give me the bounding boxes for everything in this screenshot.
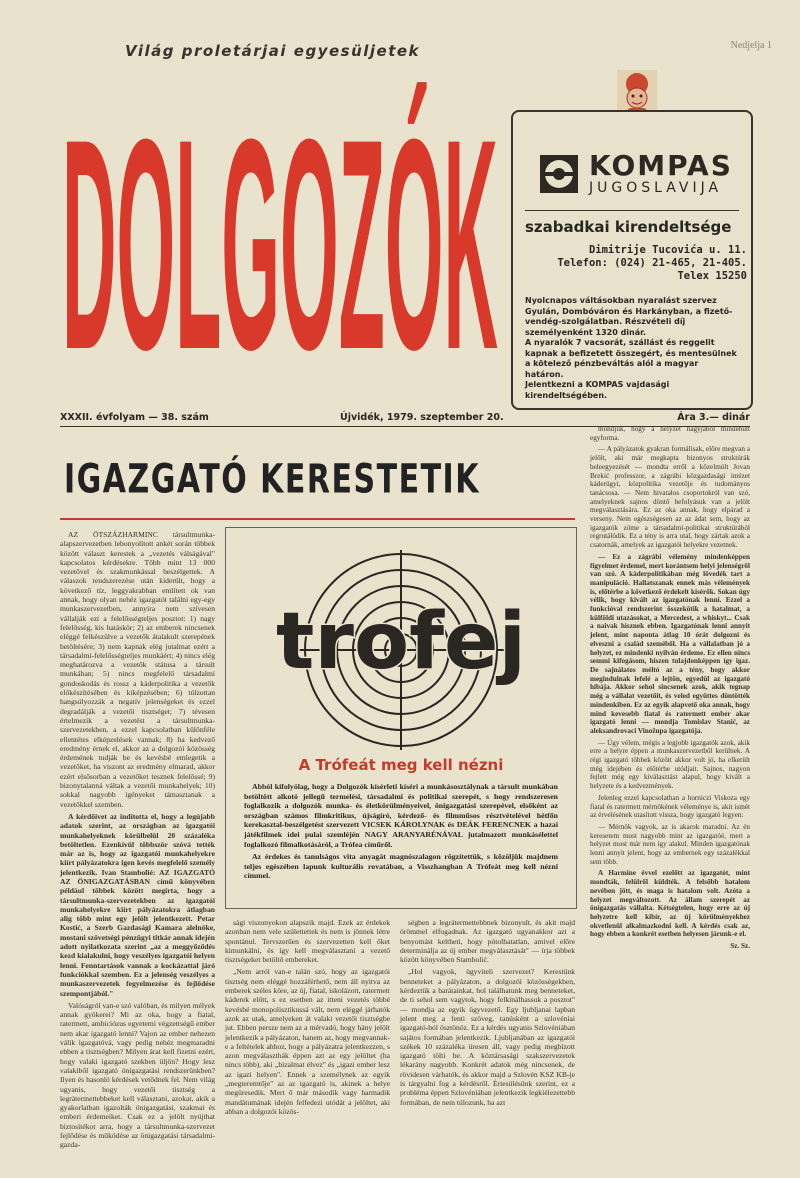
article-column-4 (590, 425, 750, 951)
article-paragraph: mondjuk, hogy a helyzet nagyjából mindenütt egyforma. (590, 425, 750, 442)
trofej-announcement (225, 527, 577, 909)
article-paragraph: Valóságról van-e szó valóban, és milyen mélyek annak gyökerei? Mi az oka, hogy a fiatal, ratermett, ambiciózus egyetemi végzettségű ember nem akar igazgató lenni? Vajon az ember nehezen válik igazgatóvá, vagy pedig nehéz megmaradni ebben a tisztségben? Milyen árat kell fizetni ezért, hogy valaki igazgató szekben üljön? Hogy lesz valakiből igazgató önigazgatási rendszerünkben? Ilyen és hasonló kérdések vetődnek fel. Nem világ ugyanis, hogy vezetői tisztség a legrátermettebbeket kell választani, azokat, akik a gyakorlatban igazolták önigazgatási, szakmai és emberi érdemeiket. Csak ez a jelölt nyújthat biztosítékot arra, hogy a társultmunka-szervezet fejlődése és működése az önigazgatási társadalmi-gazda- (60, 1000, 215, 1150)
page-number: Nedjelja 1 (730, 40, 772, 51)
masthead-title: DOLGOZÓK (62, 77, 499, 413)
kompas-brand (539, 149, 733, 196)
article-paragraph: „Hol vagyok, ügyviteli szervezet? Kerestünk benneteket a pályázaton, a dolgozói közösségekben, kérdeztük a barátainkat, hol találhatunk meg benneteket, de ti sehol sem vagytok, hogy felkínálhassuk a posztot" — mondja az egyik ügyvezető. Egy ljubljanai lapban jelent meg a fenti szöveg, tanúsként a szlovéniai igazgató-ból ösztönöz. Ez a kérdés ugyanis Szlovéniában sajátos formában jelentkezik. Ljubljanában az igazgatói székek 10 százaléka üresen áll, vagy pedig megbízott igazgató tölti be. A köztársasági szakszervezetek lékarány nagyobb. Konkrét adatok még nincsenek, de rövidesen várhatók, és akkor majd a Szlovén KSZ KB-je is tárgyalni fog a kérdésről. Értesülésünk szerint, ez a probléma éppen Szlovéniában jelentkezik legkiélezettebb formában, de nem túlozunk, ha azt (400, 967, 575, 1107)
issue-price: Ára 3.— dinár (677, 412, 750, 423)
article-paragraph: A kérdőívet az indította el, hogy a legújabb adatok szerint, az országban az igazgatói munkahelyeknek körülbelül 20 százaléka betöltetlen. Ezenkívül többször szóvá tették már az is, hogy az igazgatói munkahelyekre kiírt pályázatokra igen kevés megfelelő személy jelentkezik. Ivan Stambolié: AZ IGAZGATÓ AZ ÖNIGAZGATÁSBAN című könyvében például többek között megírta, hogy a társultmunka-szervezetekben az igazgatói munkahelyekre kiírt pályázatokra átlagban alig több mint egy jelölt jelentkezett. Petar Kostić, a Szerb Gazdasági Kamara alelnöke, mostani szövetségi pénzügyi titkár annak idején adott nyilatkozata szerint „az a meggyőződés kezd kialakulni, hogy veszélyes igazgatói helyen lenni. Fenntartások vannak a kockázattal járó funkciókkal szemben. Ez a jelenség veszélyes a munkaszervezetek fegyelmezése és fejlődése szempontjából." (60, 811, 215, 998)
trofej-paragraph: Abból kifolyólag, hogy a Dolgozók kísérleti kíséri a munkásosztálynak a társult munkában betöltött alkotó jellegű termelési, társadalmi és politikai szerepét, s hogy rendszeresen foglalkozik a dolgozók munka- és életkörülményeivel, önigazgatási szerepével, elsőként az országban számos filmkritikus, újságíró, kérdező- és filmműsos résztvételével hétfőn kerekasztal-beszélgetést szervezett VICSEK KÁROLYNAK és DEÁK FERENCNEK a hazai játékfilmek ídei pulai szemléjén NAGY ARANYARÉNÁVAL jutalmazott munkásélettel foglalkozó filmalkotásáról, a Trófea címűről. (244, 782, 558, 849)
article-paragraph: — Mérnök vagyok, az is akarok maradni. Az én keresetem most nagyobb mint az igazgatóé, mert a helyzet most már nem így alakul. Minden igazgatónak lenni annyit jelent, hogy az embernek egy százalékkal sem több. (590, 822, 750, 866)
masthead-logo (60, 52, 500, 432)
kompas-office: szabadkai kirendeltsége (525, 218, 732, 236)
kompas-telex: Telex 15250 (677, 270, 747, 282)
article-paragraph: — Ez a zágrábi vélemény mindenképpen figyelmet érdemel, mert korántsem helyi jelenségről van szó. A káderpolitikában még lövedék tart a manipuláció. Hallatszanak ennek más vélemények is, előtérbe a következő érdekelt kísérők. Sokan úgy vélik, hogy kivált az igazgatónak lenni. Ezzel a funkcióval rendszerint összekötik a hatalmat, a külföldi utazásokat, a Mercedest, a whiskyt... Csak a naivak hisznek ebben. Igazgatónak lenni annyit jelent, mint naponta átlag 10 órát dolgozni és elveszni a család szeméből. Ha a vállalatban jó a helyzet, ez mindenki nyilván érdeme. Ez ellen nincs semmi kifogásom, hiszen tulajdonképpen így igaz. De sajnálatos méltó az a tény, hogy akkor megindulnak lefelé a lejtőn, egyedül az igazgató hibája. Akkor sehol sincsenek azok, akik tegnap még a vállalat vezetőit, és veled együttes döntötték mindenkiben. Ez az egyik alapvető oka annak, hogy mind kevesebb fiatal és ratermett ember akar igazgató lenni — mondja Tomislav Stanić, az aleksandrovaci Vinožupa igazgatója. (590, 552, 750, 735)
kompas-divider (525, 210, 739, 211)
kompas-brand-sub: JUGOSLAVIJA (589, 180, 723, 196)
kompas-contact-text: Jelentkezni a KOMPAS vajdasági kirendeltségében. (525, 380, 670, 400)
kompas-offer-text: Nyolcnapos váltásokban nyaralást szervez Gyulán, Dombóváron és Harkányban, a fizető-vendég-szolgálatban. Részvételi díj személyenként 1320 dinár. (525, 296, 733, 337)
kompas-advertisement (511, 110, 753, 410)
article-paragraph: Jelenleg ezzel kapcsolatban a horniczi Viskoza egy fiatal és ratermett mérnökének véleménye is, akit ismét az érvelésének utasított vissza, hogy igazgató legyen: (590, 793, 750, 820)
issue-date: Újvidék, 1979. szeptember 20. (340, 412, 504, 423)
article-author: Sz. Sz. (730, 942, 750, 951)
article-paragraph: sági viszonyokon alapszik majd. Ezek az érdekek azonban nem vele születtettek és nem is jönnek létre spontánul. Tervszerűen és szervezetten kell őket kimunkálni, és így kell megválasztani a vezető tisztségeket betöltő embereket. (225, 918, 390, 965)
trofej-paragraph: Az érdekes és tanulságos vita anyagát magnószalagon rögzítettük, s közöljük majdnem teljes egészében lapunk kulturális rovatában, a Visszhangban A Trófeát meg kell nézni címmel. (244, 852, 558, 881)
trofej-target-graphic (266, 550, 536, 750)
article-column-1 (60, 530, 215, 1153)
kompas-address: Dimitrije Tucovića u. 11. (588, 244, 747, 256)
issue-number: XXXII. évfolyam — 38. szám (60, 412, 209, 423)
article-column-2 (225, 918, 390, 1119)
article-paragraph: — A pályázatok gyakran formálisak, előre megvan a jelölt, aki már megkapta bizonyos struktúrák beleegyezését — mondta erről a közelmúlt Jovan Brekić professzor, a zágrábi közgazdasági intézet káderügyi, közpolitika vezetője és tudományos tanácsosa. — Nem hivatalos csoportokról van szó, amelyeknek sajnos döntő befolyásuk van a jelölt megválasztására. Ez az oka annak, hogy elpárad a verseny. Nem egészségesen az az ádat sem, hogy az igazgatók zöme a társadalmi-politikai struktúrából regrutálódik. Ez a tény is arra utal, hogy zártak azok a csatornák, amelyek az igazgatói helyekre vezetnek. (590, 445, 750, 550)
trofej-caption: A Trófeát meg kell nézni (298, 756, 504, 774)
kompas-address-block (527, 244, 747, 283)
trofej-text (244, 782, 558, 884)
article-paragraph: — Úgy vélem, mégis a legjobb igazgatók azok, akik erre a helyre éppen a munkaszervezetből kerülnek. A régi igazgató többek között akkor volt jó, ha elkerült még idejében és előtérbe utódjait. Sajnos, nagyon fejlett még egy kiválasztást alapul, hogy kivált a helyzete és a kedvezmények. (590, 738, 750, 791)
article-headline: IGAZGATÓ KERESTETIK (64, 456, 480, 504)
kompas-logo-icon (539, 154, 579, 194)
article-conclusion: A Harmine évvel ezelőtt az igazgatót, mint mondták, felülről küldték. A felsőbb hatalom nevében jött, és maga is hatalom volt. Azóta a helyzet megváltozott. Az állam szerepét az önigazgatás vállalta. Kétségtelen, hogy erre az új helyzetre kell kibír, az új körülményekhez okvetlenül alkalmazkodni kell. A kérdés csak az, hogy ebben a konkrét esetben helyesen járunk-e el. (590, 869, 750, 939)
kompas-terms-text: A nyaralók 7 vacsorát, szállást és reggelit kapnak a befizetett összegért, és mentesülnek a kötelező pénzbeváltás alól a magyar határon. (525, 338, 737, 379)
article-paragraph: „Nem arról van-e talán szó, hogy az igazgatói tisztség nem eléggé hozzáférhető, nem áll nyitva az emberek széles köre, az új, fiatal, iskolázott, ratermett káderek előtt, s ez esetben az itteni vezetés többé kevésbé monopolisztikussá vált, nem eléggé járhatók azok az utak, amelyeken át valaki vezetői tisztségbe jut. Ebben persze nem az a mérvadó, hogy hány jelölt jelentkezik a pályázaton, hanem az, hogy megvannak-e a feltételek ahhoz, hogy a pályázatra jelentkezzen, s azon megválaszthák éppen azt az egy jelöltet (ha nincs több), aki „bizalmat élvez" és „igazi ember lesz az igazi helyen". Ennek a személynek az egyik „megteremtője" az az igazgató is, akinek a helye megüresedik. Mert ő már második vagy harmadik mandátumának idején felfedezi utódát a jelöltet, aki abban a dolgozói közös- (225, 967, 390, 1116)
masthead-motto: Világ proletárjai egyesüljetek (125, 42, 421, 60)
trofej-logo: trofej (276, 597, 526, 687)
article-paragraph: ségben a legrátermettebbnek bizonyult, és akit majd örömmel elfogadnak. Az igazgató ugyanakkor azt a benyomást keltheti, hogy pótolhatatlan, amivel előre determinálja az új ember megválasztását" — írja többek között könyvében Stambolić. (400, 918, 575, 965)
article-paragraph: AZ ÖTSZÁZHARMINC társultmunka-alapszervezetben lebonyolított ankét során többek között választ kerestek a „vezetés válságával" kapcsolatos kérdésekre. Több mint 13 000 vezetővel és szakmunkással beszélgettek. A válaszok rendszerezése után kiderült, hogy a következő tíz, leggyakrabban említett ok van annak, hogy olyan nehéz igazgatót találni egy-egy munkaszervezetben, annyira nem szívesen vállalják ezt a felelősségteljes posztot: 1) nagy felelősség, kis hatáskör; 2) az emberek nincsenek eléggé felkészülve a vezetők átalakult szerepének betöltésére; 3) nem kapnak elég jutalmat ezért a társadalmi-felelősségteljes munkáért; 4) nincs elég meghatározva a vezetők státusa a társult munkában; 5) nincs megfelelő társadalmi gondoskodás és rossz a káderpolitika a vezetők előkészítésében és kiképzésében; 6) túlzottan hangsúlyozzák a negatív jelenségeket és ezzel degradálják a vezetői tisztséget; 7) tévesen értelmezik a vezetést a társultmunka-szervezetekben, a ezzel kapcsolatban különféle ellentétes elképzelések vannak; 8) ha kedvező eredmény érnek el, akkor az a dolgozói közösség érdemének tudják be és kevésbé emlegetik a vezetőket, ha viszont az eredmény elmarad, akkor ezért elsősorban a vezetőket tesznek felelőssé; 9) bizonytalanná váltak a vezetői munkahelyek; 10) sokkal nagyobb igényeket támasztanak a vezetőkkel szemben. (60, 530, 215, 809)
kompas-brand-name: KOMPAS (589, 149, 733, 182)
article-column-3 (400, 918, 575, 1110)
kompas-phone: Telefon: (024) 21-465, 21-405. (557, 257, 747, 269)
headline-rule (60, 518, 575, 520)
